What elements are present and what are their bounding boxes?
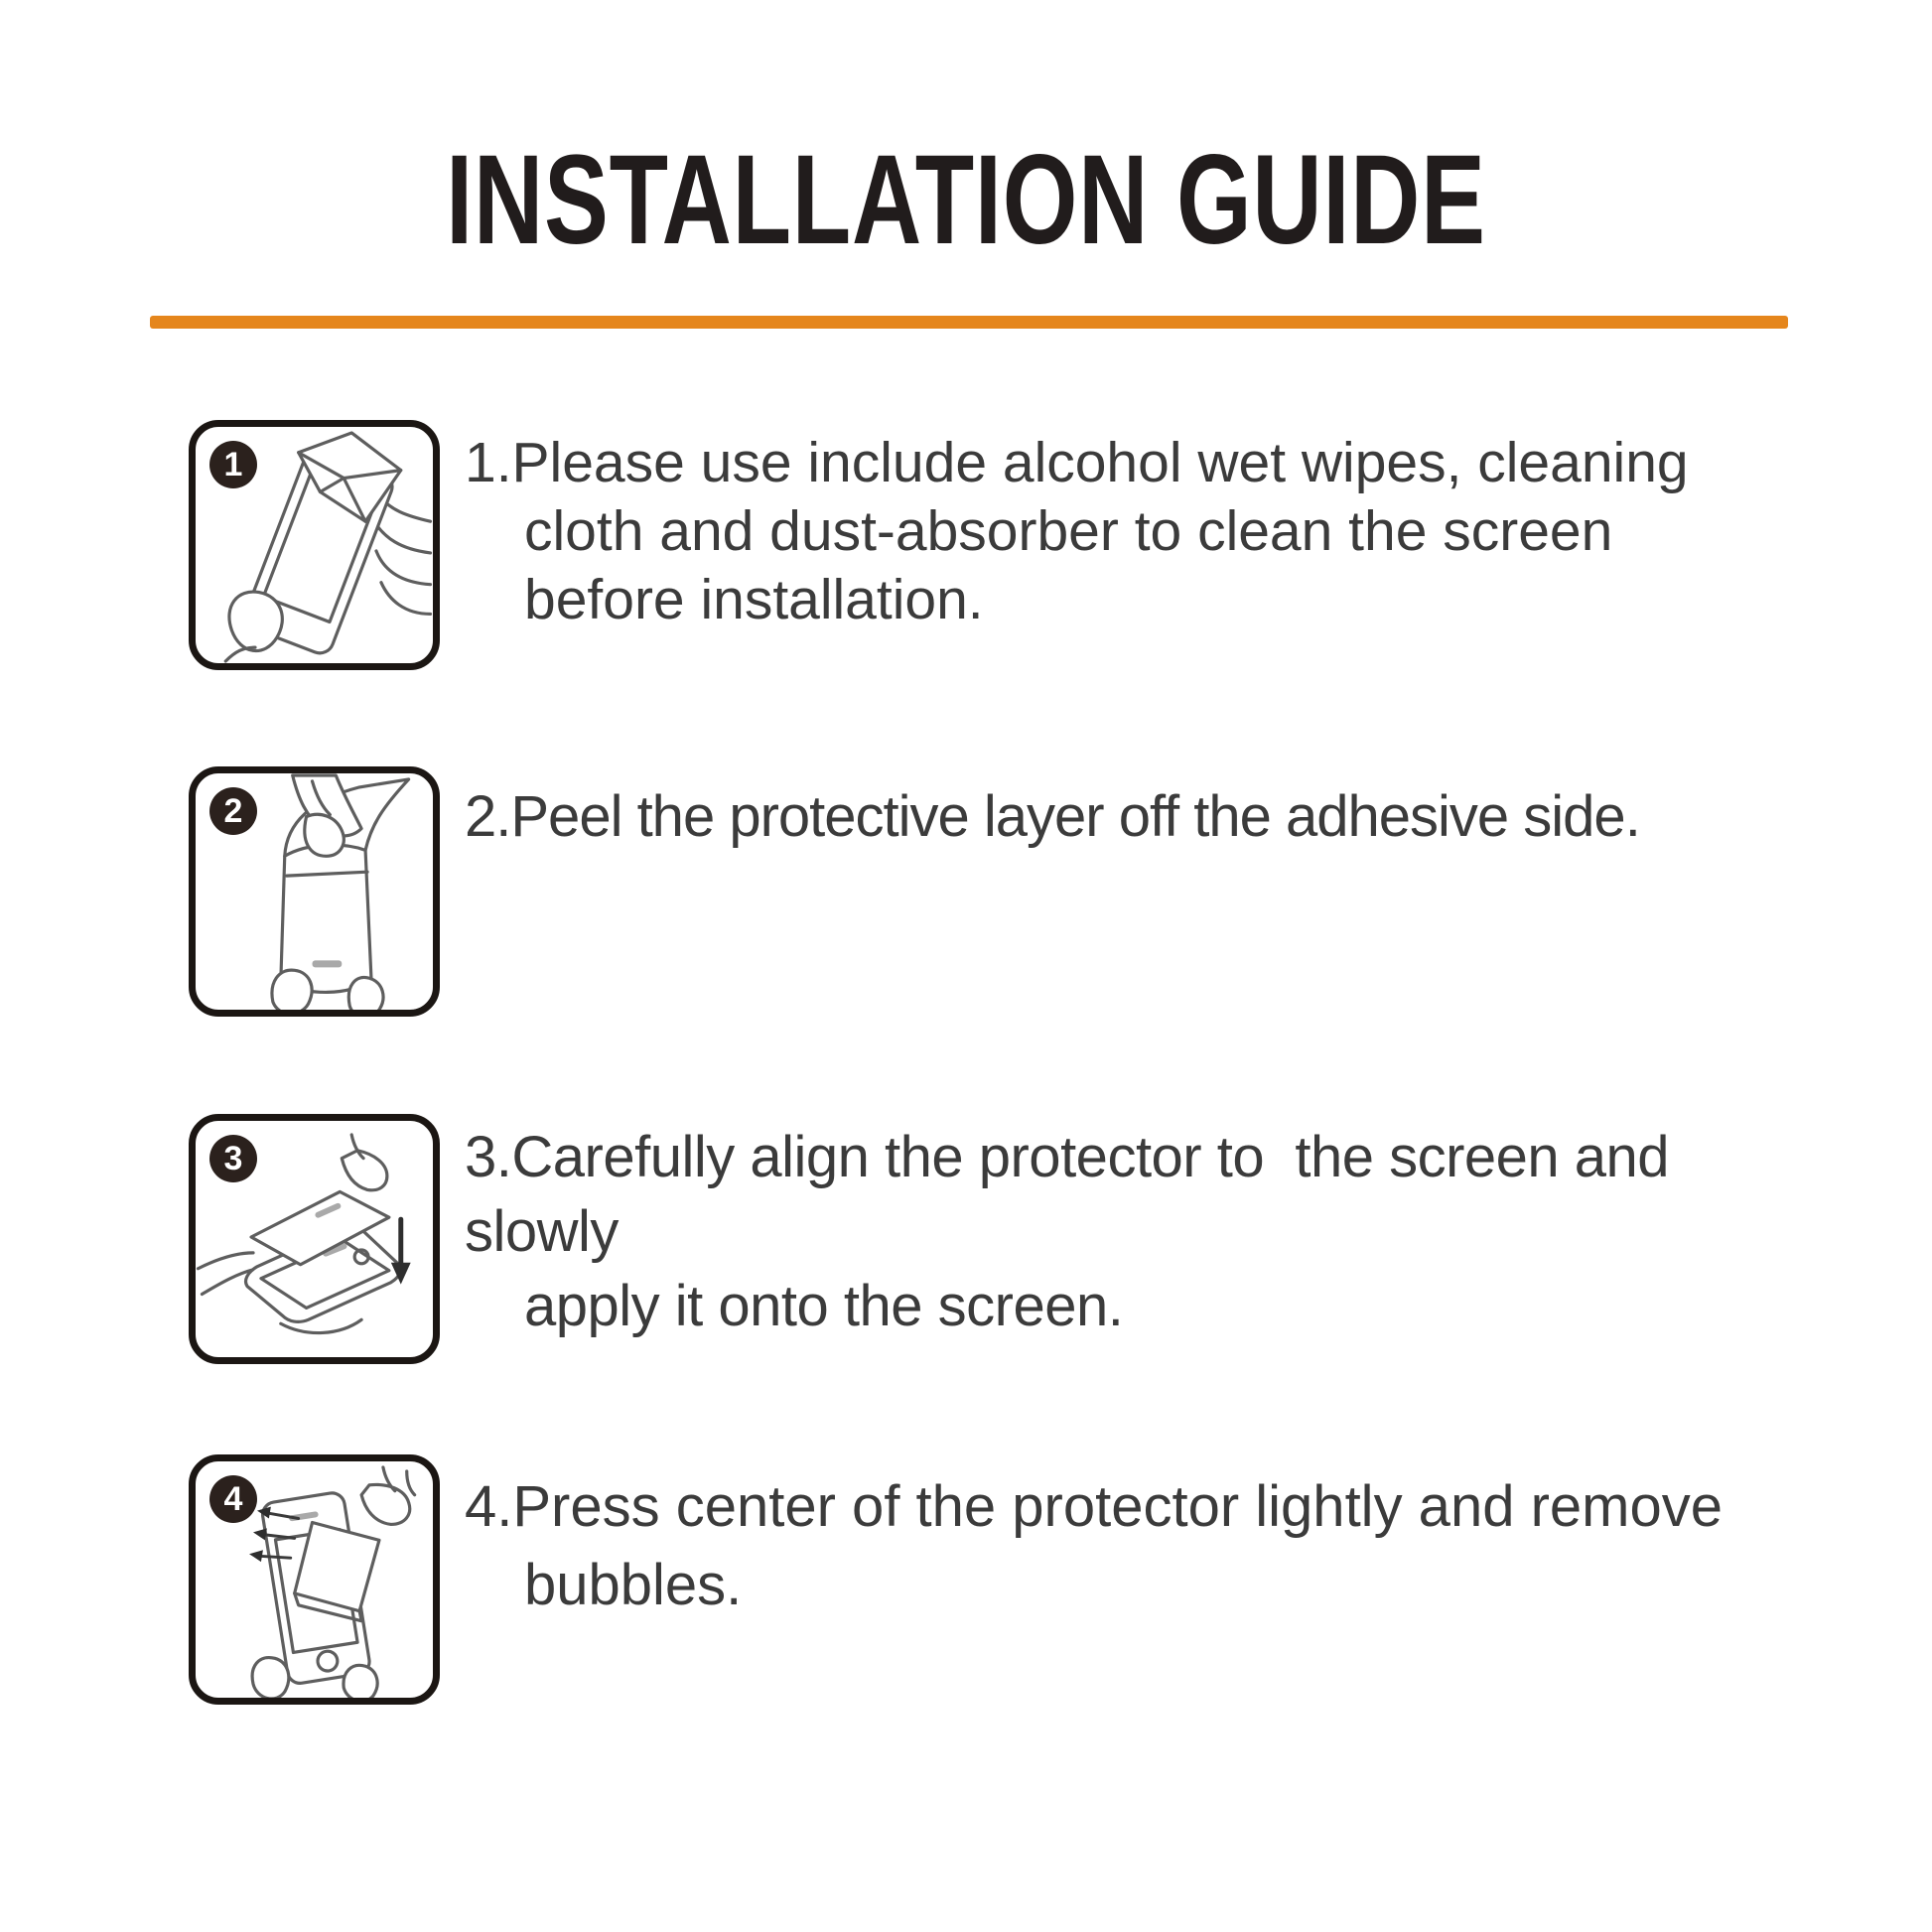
step4-text [465,1467,1815,1624]
step3-figure [189,1114,440,1364]
step3-text [465,1120,1815,1343]
step4-figure [189,1454,440,1705]
step4-number-badge: 4 [209,1475,257,1523]
step-text-line: 2.Peel the protective layer off the adhesive side. [465,784,1640,849]
step-text-line: cloth and dust-absorber to clean the screen [524,499,1613,563]
title-divider [150,316,1788,329]
step2-text [465,782,1815,852]
step2-number-badge: 2 [209,787,257,835]
step-text-line: 3.Carefully align the protector to the screen and slowly [465,1125,1685,1264]
step1-figure [189,420,440,670]
step2-figure [189,766,440,1017]
step-text-line: bubbles. [524,1553,743,1617]
step-text-line: before installation. [524,568,984,631]
step-text-line: 1.Please use include alcohol wet wipes, cleaning [465,431,1689,494]
step1-text [465,429,1815,634]
step1-number-badge: 1 [209,441,257,488]
page-title: INSTALLATION GUIDE [446,129,1486,271]
step-text-line: 4.Press center of the protector lightly and remove [465,1474,1723,1539]
step-text-line: apply it onto the screen. [524,1274,1124,1338]
step3-number-badge: 3 [209,1135,257,1182]
